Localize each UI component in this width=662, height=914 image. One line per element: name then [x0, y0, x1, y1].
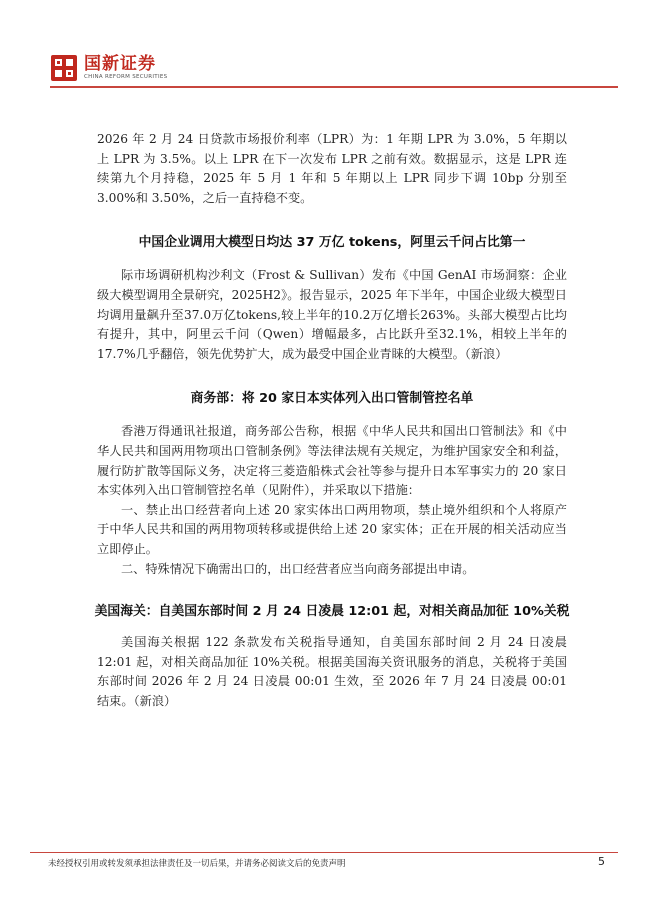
customs-heading: 美国海关：自美国东部时间 2 月 24 日凌晨 12:01 起，对相关商品加征 10%关税 [94, 604, 570, 620]
header-divider [50, 86, 618, 88]
mofcom-heading: 商务部：将 20 家日本实体列入出口管制管控名单 [190, 391, 474, 407]
page-header [0, 0, 662, 100]
page-content [94, 130, 570, 711]
mofcom-paragraph-1: 香港万得通讯社报道，商务部公告称，根据《中华人民共和国出口管制法》和《中华人民共和国两用物项出口管制条例》等法律法规有关规定，为维护国家安全和利益，履行防扩散等国际义务，决定将三菱造船株式会社等参与提升日本军事实力的 20 家日本实体列入出口管制管控名单（见附件），并采取以下措施： [97, 424, 567, 498]
mofcom-paragraph-2: 一、禁止出口经营者向上述 20 家实体出口两用物项，禁止境外组织和个人将原产于中华人民共和国的两用物项转移或提供给上述 20 家实体；正在开展的相关活动应当立即停止。 [97, 502, 567, 556]
footer-disclaimer: 未经授权引用或转发须承担法律责任及一切后果，并请务必阅读文后的免责声明 [48, 859, 346, 869]
logo-english-name: CHINA REFORM SECURITIES [84, 74, 168, 80]
genai-paragraph: 际市场调研机构沙利文（Frost & Sullivan）发布《中国 GenAI 市场洞察：企业级大模型调用全景研究，2025H2》。报告显示，2025 年下半年，中国企业级大模型日均调用量飙升至37.0万亿tokens,较上半年的10.2万亿增长263%。头部大模型占比均有提升，其中，阿里云千问（Qwen）增幅最多，占比跃升至32.1%，相较上半年的 17.7%几乎翻倍，领先优势扩大，成为最受中国企业青睐的大模型。（新浪） [97, 268, 567, 361]
customs-paragraph: 美国海关根据 122 条款发布关税指导通知，自美国东部时间 2 月 24 日凌晨 12:01 起，对相关商品加征 10%关税。根据美国海关资讯服务的消息，关税将于美国东部时间 2026 年 2 月 24 日凌晨 00:01 生效，至 2026 年 7 月 24 日凌晨 00:01 结束。（新浪） [97, 635, 567, 708]
seal-logo-icon [50, 54, 78, 82]
footer-divider [30, 852, 618, 853]
lpr-paragraph: 2026 年 2 月 24 日贷款市场报价利率（LPR）为：1 年期 LPR 为 3.0%，5 年期以上 LPR 为 3.5%。以上 LPR 在下一次发布 LPR 之前有效。数据显示，这是 LPR 连续第九个月持稳，2025 年 5 月 1 年和 5 年期以上 LPR 同步下调 10bp 分别至 3.00%和 3.50%，之后一直持稳不变。 [97, 132, 567, 205]
logo-chinese-name: 国新证券 [84, 54, 156, 74]
genai-heading: 中国企业调用大模型日均达 37 万亿 tokens，阿里云千问占比第一 [138, 235, 526, 251]
company-logo [50, 54, 167, 82]
page-number: 5 [598, 855, 605, 868]
mofcom-paragraph-3: 二、特殊情况下确需出口的，出口经营者应当向商务部提出申请。 [121, 561, 475, 576]
